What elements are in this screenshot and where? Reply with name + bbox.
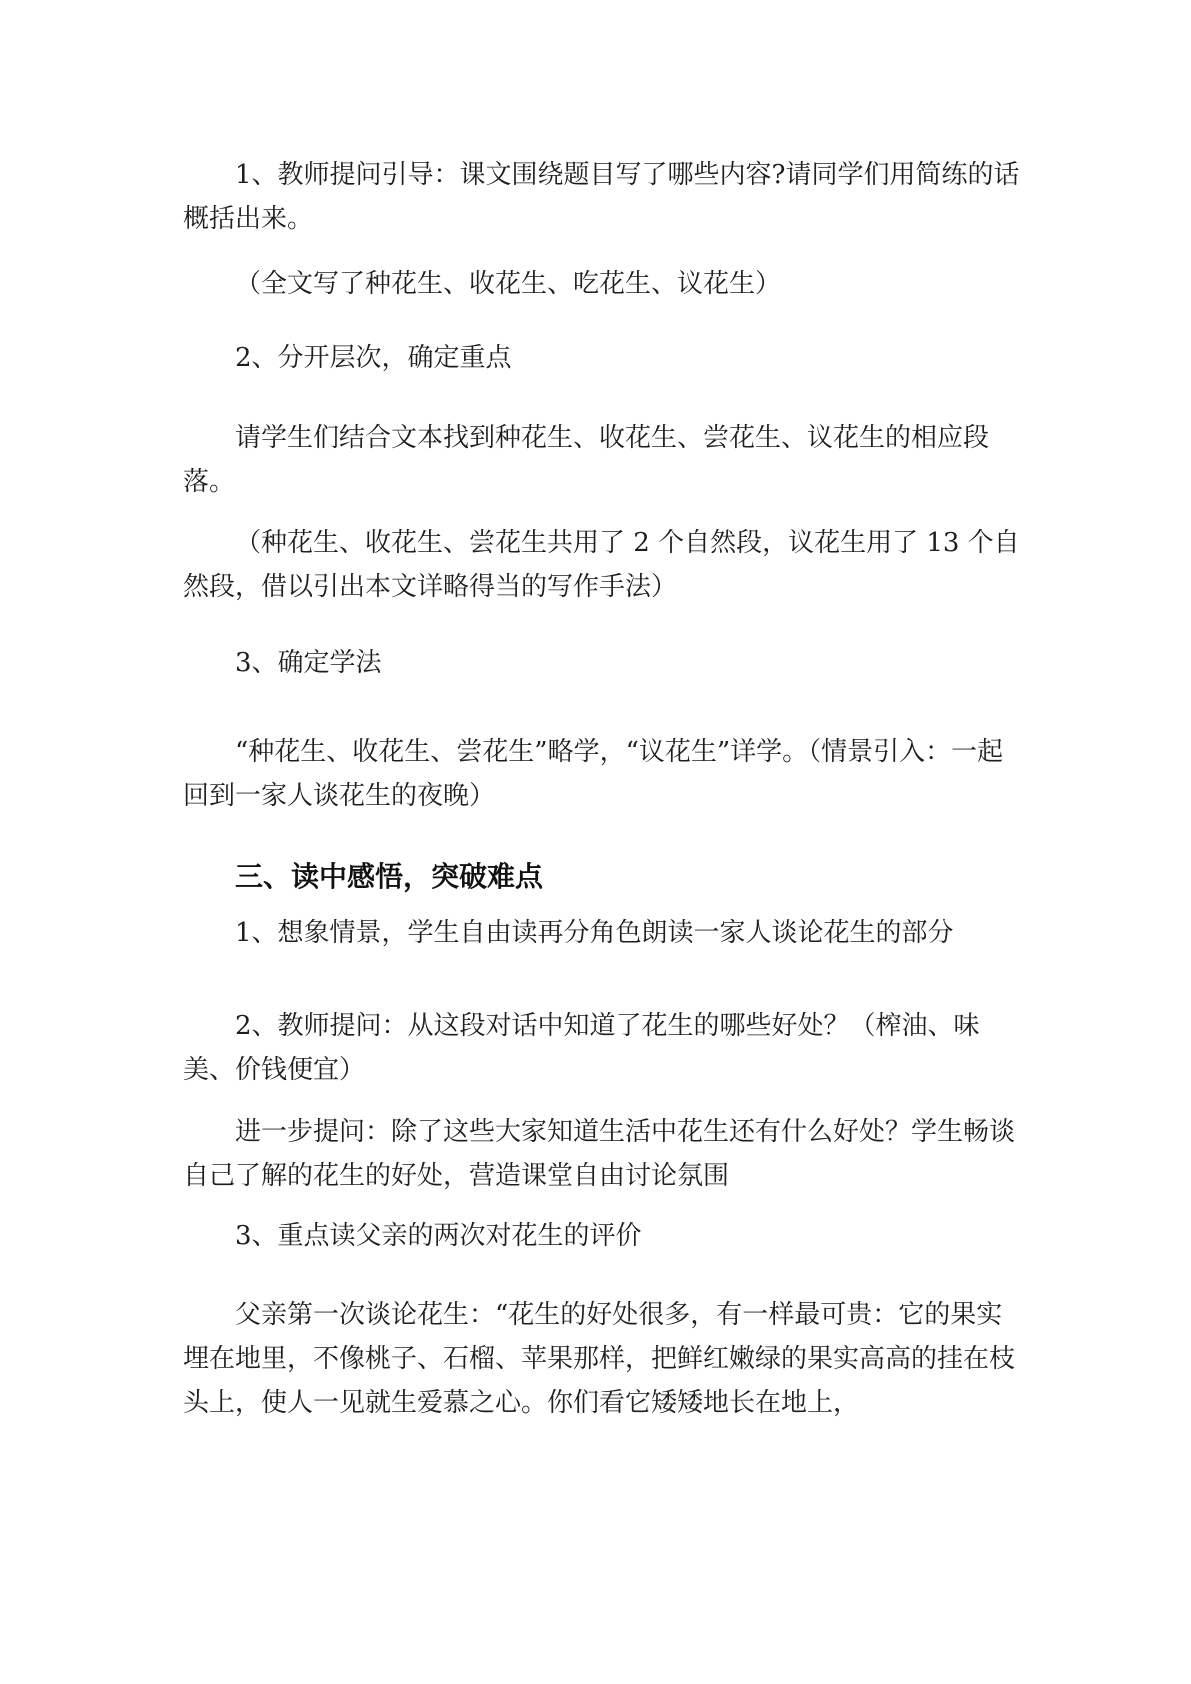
- paragraph-summary-answer: （全文写了种花生、收花生、吃花生、议花生）: [235, 269, 782, 299]
- section-heading-three: 三、读中感悟，突破难点: [235, 860, 544, 893]
- paragraph-teacher-question: 1、教师提问引导：课文围绕题目写了哪些内容?请同学们用简练的话概括出来。: [183, 160, 1020, 234]
- paragraph-find-sections: 请学生们结合文本找到种花生、收花生、尝花生、议花生的相应段落。: [183, 423, 990, 497]
- paragraph-step-3-heading: 3、确定学法: [235, 648, 382, 678]
- paragraph-peanut-benefits-question: 2、教师提问：从这段对话中知道了花生的哪些好处？（榨油、味美、价钱便宜）: [183, 1011, 980, 1085]
- paragraph-section-count: （种花生、收花生、尝花生共用了 2 个自然段，议花生用了 13 个自然段，借以引出本文详略得当的写作手法）: [183, 528, 1020, 602]
- paragraph-step-3-father: 3、重点读父亲的两次对花生的评价: [235, 1221, 642, 1251]
- paragraph-imagine-scene: 1、想象情景，学生自由读再分角色朗读一家人谈论花生的部分: [235, 918, 954, 948]
- paragraph-learning-method: “种花生、收花生、尝花生”略学，“议花生”详学。（情景引入：一起回到一家人谈花生的夜晚）: [183, 737, 1004, 811]
- paragraph-step-2-heading: 2、分开层次，确定重点: [235, 343, 512, 373]
- paragraph-further-question: 进一步提问：除了这些大家知道生活中花生还有什么好处？学生畅谈自己了解的花生的好处，营造课堂自由讨论氛围: [183, 1117, 1016, 1191]
- paragraph-father-quote: 父亲第一次谈论花生：“花生的好处很多，有一样最可贵：它的果实埋在地里，不像桃子、石榴、苹果那样，把鲜红嫩绿的果实高高的挂在枝头上，使人一见就生爱慕之心。你们看它矮矮地长在地上，: [183, 1300, 1016, 1418]
